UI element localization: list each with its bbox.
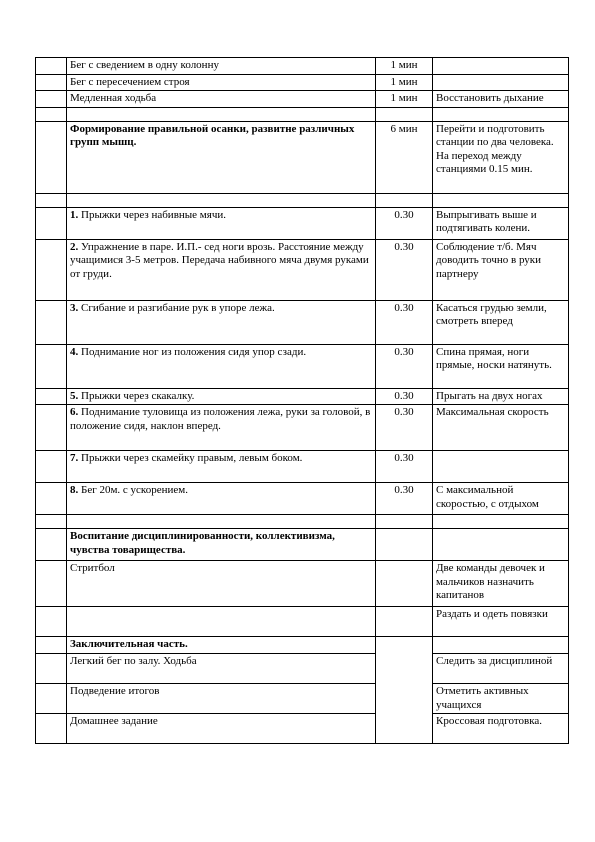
exercise-cell: Подведение итогов xyxy=(67,684,376,714)
index-cell xyxy=(36,405,67,451)
exercise-cell: Домашнее задание xyxy=(67,714,376,744)
index-cell xyxy=(36,207,67,239)
note-cell: Прыгать на двух ногах xyxy=(433,388,569,405)
table-row xyxy=(36,654,569,684)
note-cell xyxy=(433,58,569,75)
lesson-plan-table xyxy=(35,57,569,744)
table-row xyxy=(36,207,569,239)
table-row xyxy=(36,344,569,388)
exercise-cell xyxy=(67,239,376,300)
note-cell: Перейти и подготовить станции по два человека. На переход между станциями 0.15 мин. xyxy=(433,121,569,193)
index-cell xyxy=(36,58,67,75)
note-cell xyxy=(433,637,569,654)
exercise-cell xyxy=(67,451,376,483)
table-row xyxy=(36,91,569,108)
index-cell xyxy=(36,74,67,91)
table-row xyxy=(36,561,569,607)
exercise-cell xyxy=(67,388,376,405)
dose-cell: 0.30 xyxy=(376,300,433,344)
exercise-cell: Медленная ходьба xyxy=(67,91,376,108)
section-title: Воспитание дисциплинированности, коллективизма, чувства товарищества. xyxy=(67,529,376,561)
table-row xyxy=(36,405,569,451)
spacer-row xyxy=(36,193,569,207)
index-cell xyxy=(36,684,67,714)
section-row xyxy=(36,529,569,561)
dose-cell: 0.30 xyxy=(376,207,433,239)
exercise-cell xyxy=(67,300,376,344)
exercise-text: Прыжки через скакалку. xyxy=(81,389,195,402)
note-cell: Касаться грудью земли, смотреть вперед xyxy=(433,300,569,344)
table-row xyxy=(36,684,569,714)
note-cell: Следить за дисциплиной xyxy=(433,654,569,684)
dose-cell xyxy=(376,607,433,637)
table-row xyxy=(36,451,569,483)
dose-cell: 1 мин xyxy=(376,91,433,108)
exercise-text: Поднимание туловища из положения лежа, руки за головой, в положение сидя, наклон вперед. xyxy=(70,406,371,432)
note-cell xyxy=(433,451,569,483)
note-cell: Отметить активных учащихся xyxy=(433,684,569,714)
exercise-cell: Легкий бег по залу. Ходьба xyxy=(67,654,376,684)
note-cell: Две команды девочек и мальчиков назначить капитанов xyxy=(433,561,569,607)
dose-cell: 0.30 xyxy=(376,451,433,483)
exercise-number: 3. xyxy=(70,301,79,314)
note-cell: Восстановить дыхание xyxy=(433,91,569,108)
section-title: Формирование правильной осанки, развитне различных групп мышц. xyxy=(67,121,376,193)
note-cell: Раздать и одеть повязки xyxy=(433,607,569,637)
table-row xyxy=(36,300,569,344)
note-cell: Выпрыгивать выше и подтягивать колени. xyxy=(433,207,569,239)
table-row xyxy=(36,388,569,405)
exercise-text: Прыжки через скамейку правым, левым боком. xyxy=(81,452,303,464)
exercise-cell: Стритбол xyxy=(67,561,376,607)
table-row xyxy=(36,74,569,91)
exercise-cell xyxy=(67,207,376,239)
exercise-cell: Бег с пересечением строя xyxy=(67,74,376,91)
spacer-row xyxy=(36,107,569,121)
dose-cell xyxy=(376,529,433,561)
exercise-number: 6. xyxy=(70,406,79,418)
index-cell xyxy=(36,344,67,388)
section-row xyxy=(36,121,569,193)
exercise-number: 5. xyxy=(70,389,79,402)
note-cell: Кроссовая подготовка. xyxy=(433,714,569,744)
exercise-text: Упражнение в паре. И.П.- сед ноги врозь. Расстояние между учащимися 3-5 метров. Передача набивного мяча двумя руками от груди. xyxy=(70,240,369,280)
dose-cell: 0.30 xyxy=(376,344,433,388)
index-cell xyxy=(36,91,67,108)
dose-cell: 0.30 xyxy=(376,239,433,300)
exercise-number: 1. xyxy=(70,208,79,221)
note-cell: Максимальная скорость xyxy=(433,405,569,451)
exercise-cell xyxy=(67,405,376,451)
note-cell xyxy=(433,74,569,91)
index-cell xyxy=(36,714,67,744)
index-cell xyxy=(36,483,67,515)
index-cell xyxy=(36,561,67,607)
dose-cell: 0.30 xyxy=(376,405,433,451)
index-cell xyxy=(36,300,67,344)
dose-cell: 1 мин xyxy=(376,58,433,75)
table-row xyxy=(36,714,569,744)
dose-cell xyxy=(376,561,433,607)
exercise-number: 2. xyxy=(70,240,79,253)
table-row xyxy=(36,239,569,300)
section-row xyxy=(36,637,569,654)
table-row xyxy=(36,58,569,75)
index-cell xyxy=(36,388,67,405)
index-cell xyxy=(36,529,67,561)
exercise-text: Бег 20м. с ускорением. xyxy=(81,484,188,496)
dose-cell: 0.30 xyxy=(376,483,433,515)
dose-cell: 6 мин xyxy=(376,121,433,193)
table-row xyxy=(36,483,569,515)
index-cell xyxy=(36,607,67,637)
exercise-number: 8. xyxy=(70,484,79,496)
note-cell xyxy=(433,529,569,561)
exercise-cell xyxy=(67,483,376,515)
index-cell xyxy=(36,451,67,483)
index-cell xyxy=(36,654,67,684)
exercise-text: Прыжки через набивные мячи. xyxy=(81,208,226,221)
exercise-cell: Бег с сведением в одну колонну xyxy=(67,58,376,75)
index-cell xyxy=(36,121,67,193)
index-cell xyxy=(36,239,67,300)
spacer-row xyxy=(36,515,569,529)
dose-cell: 1 мин xyxy=(376,74,433,91)
note-cell: С максимальной скоростью, с отдыхом xyxy=(433,483,569,515)
exercise-number: 7. xyxy=(70,452,79,464)
table-row xyxy=(36,607,569,637)
dose-cell xyxy=(376,637,433,744)
note-cell: Спина прямая, ноги прямые, носки натянуть. xyxy=(433,344,569,388)
dose-cell: 0.30 xyxy=(376,388,433,405)
index-cell xyxy=(36,637,67,654)
exercise-cell xyxy=(67,344,376,388)
note-cell: Соблюдение т/б. Мяч доводить точно в руки партнеру xyxy=(433,239,569,300)
exercise-cell xyxy=(67,607,376,637)
exercise-text: Сгибание и разгибание рук в упоре лежа. xyxy=(81,301,275,314)
exercise-text: Поднимание ног из положения сидя упор сзади. xyxy=(81,345,307,358)
section-title: Заключительная часть. xyxy=(67,637,376,654)
exercise-number: 4. xyxy=(70,345,79,358)
